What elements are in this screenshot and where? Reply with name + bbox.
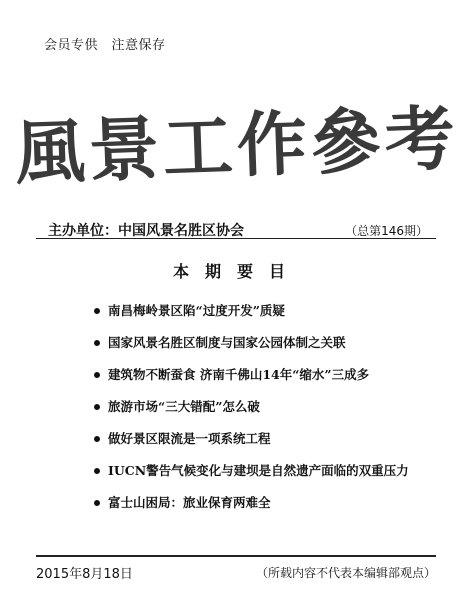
headline-item[interactable] (94, 302, 454, 334)
headline-item[interactable] (94, 430, 454, 462)
headline-item[interactable] (94, 366, 454, 398)
headline-item[interactable] (94, 494, 454, 526)
footer-divider (36, 555, 436, 557)
bullet-icon (94, 500, 100, 506)
masthead-calligraphy (0, 90, 474, 205)
toc-title: 本期要目 (172, 262, 301, 281)
bullet-icon (94, 340, 100, 346)
header-divider (36, 238, 436, 239)
bullet-icon (94, 404, 100, 410)
sponsor-label: 主办单位：中国风景名胜区协会 (48, 223, 244, 239)
headline-text: IUCN警告气候变化与建坝是自然遗产面临的双重压力 (108, 463, 409, 478)
member-notice: 会员专供 注意保存 (44, 38, 166, 53)
sponsor-row (36, 218, 436, 240)
masthead-logo (0, 90, 474, 205)
headline-item[interactable] (94, 462, 454, 494)
headline-text: 做好景区限流是一项系统工程 (108, 431, 271, 446)
bullet-icon (94, 372, 100, 378)
issue-number: （总第146期） (345, 224, 428, 238)
publication-date: 2015年8月18日 (36, 567, 133, 582)
headline-item[interactable] (94, 334, 454, 366)
headline-text: 南昌梅岭景区陷“过度开发”质疑 (108, 303, 285, 318)
bullet-icon (94, 308, 100, 314)
bullet-icon (94, 436, 100, 442)
headline-item[interactable] (94, 398, 454, 430)
masthead-title: 風景工作參考 (13, 96, 461, 195)
headline-text: 富士山困局：旅业保育两难全 (108, 495, 271, 510)
headline-text: 国家风景名胜区制度与国家公园体制之关联 (108, 335, 346, 350)
disclaimer: （所载内容不代表本编辑部观点） (255, 566, 436, 580)
headline-list (94, 302, 454, 526)
headline-text: 旅游市场“三大错配”怎么破 (108, 399, 260, 414)
headline-text: 建筑物不断蚕食 济南千佛山14年“缩水”三成多 (108, 367, 370, 382)
bullet-icon (94, 468, 100, 474)
